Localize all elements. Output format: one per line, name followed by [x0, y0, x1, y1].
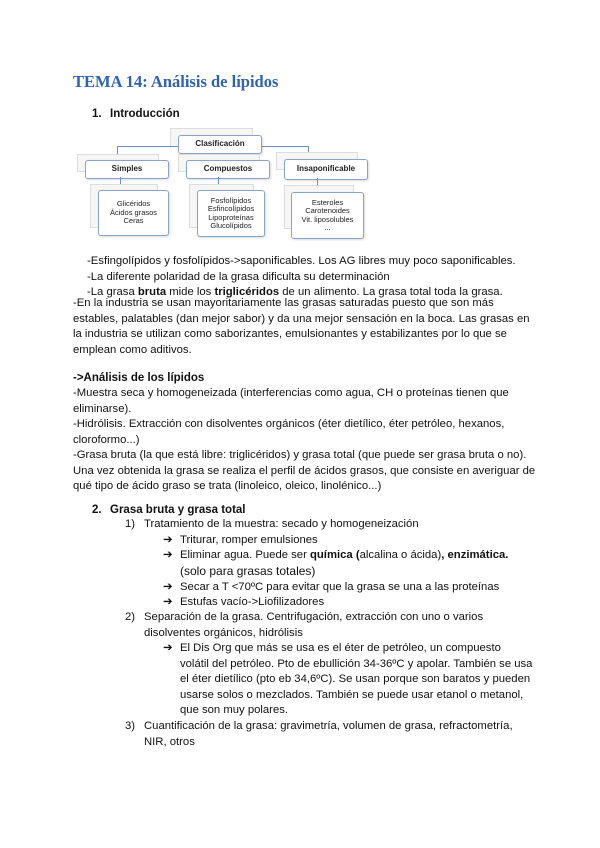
bullet — [163, 595, 324, 611]
diagram-item: Ceras — [123, 216, 144, 226]
paragraph-line: Una vez obtenida la grasa se realiza el perfil de ácidos grasos, que consiste en averiguar de — [73, 464, 536, 477]
arrow-icon: ➔ — [163, 549, 173, 561]
paragraph-line: -Muestra seca y homogeneizada (interferencias como agua, CH o proteínas tienen que — [73, 387, 509, 399]
arrow-icon: ➔ — [163, 534, 173, 546]
paragraph-line: estables, palatables (dan mejor sabor) y da una mejor sensación en la boca. Las grasas en — [73, 312, 530, 325]
page-title: TEMA 14: Análisis de lípidos — [73, 72, 279, 91]
paragraph-line: -Grasa bruta (la que está libre: triglicéridos) y grasa total (que puede ser grasa bruta o no). — [73, 449, 527, 461]
step-2-number: 2) — [125, 611, 136, 623]
text: -La grasa — [87, 286, 138, 298]
text: alcalina o ácida) — [359, 549, 442, 561]
arrow-icon: ➔ — [163, 596, 173, 608]
paragraph-line: emplean como aditivos. — [73, 343, 192, 356]
section-1-heading: Introducción — [110, 108, 180, 120]
text-line: que son muy polares. — [180, 704, 289, 716]
text-line: el éter dietílico (pto eb 34,6ºC). Se usan porque son baratos y pueden — [180, 673, 531, 685]
diagram-items-simples — [98, 190, 169, 236]
intro-line: -La diferente polaridad de la grasa dificulta su determinación — [87, 271, 390, 283]
bold-text: triglicéridos — [214, 286, 280, 298]
bullet — [163, 533, 318, 549]
diagram-item: Glicéridos — [116, 199, 151, 209]
diagram-item: Glucolípidos — [210, 221, 252, 230]
analysis-paragraph — [73, 386, 535, 495]
diagram-root: Clasificación — [178, 135, 262, 154]
analysis-heading: ->Análisis de los lípidos — [73, 372, 205, 384]
paragraph-line: la industria se utilizan como saborizantes, emulsionantes y estabilizantes por lo que se — [73, 328, 507, 340]
text: Eliminar agua. Puede ser — [180, 549, 310, 561]
text: Triturar, romper emulsiones — [180, 534, 318, 546]
paragraph-line: -En la industria se usan mayoritariamente las grasas saturadas puesto que son más — [73, 297, 494, 309]
diagram-item: Esteroles — [311, 197, 344, 207]
text: de un alimento. La grasa total toda la grasa. — [279, 286, 503, 298]
bullet — [163, 580, 499, 596]
step-1-number: 1) — [125, 518, 136, 530]
industry-paragraph — [73, 296, 530, 358]
step-3-text — [144, 719, 513, 750]
diagram-item: Lipoproteínas — [208, 212, 254, 222]
diagram-group-compuestos: Compuestos — [186, 160, 270, 179]
bullet — [163, 641, 532, 719]
bold-text: , enzimática. — [441, 549, 509, 561]
diagram-item: Fosfolípidos — [210, 195, 252, 205]
bullet — [163, 548, 508, 564]
diagram-items-insaponificable — [291, 192, 364, 239]
diagram-item: ... — [324, 223, 331, 232]
diagram-items-compuestos — [197, 190, 265, 237]
text-line: NIR, otros — [144, 735, 195, 748]
diagram-item: Esfincolípidos — [207, 204, 255, 213]
paragraph-line: eliminarse). — [73, 402, 132, 415]
paragraph-line: cloroformo...) — [73, 433, 140, 446]
text-line: El Dis Org que más se usa es el éter de petróleo, un compuesto — [180, 642, 501, 654]
diagram-group-simples: Simples — [85, 160, 169, 179]
diagram-item: Vit. liposolubles — [301, 214, 354, 224]
bullet-continuation: (solo para grasas totales) — [180, 564, 316, 578]
section-2-number: 2. — [92, 504, 102, 516]
text-line: Separación de la grasa. Centrifugación, extracción con uno o varios — [144, 611, 484, 623]
text-line: Cuantificación de la grasa: gravimetría, volumen de grasa, refractometría, — [144, 720, 513, 732]
bold-text: bruta — [137, 286, 167, 298]
diagram-item: Ácidos grasos — [109, 207, 158, 217]
step-1-text: Tratamiento de la muestra: secado y homogeneización — [144, 518, 419, 530]
paragraph-line: qué tipo de ácido graso se trata (linoleico, oleico, linolénico...) — [73, 480, 382, 492]
section-1-number: 1. — [92, 108, 102, 120]
text: Estufas vacío->Liofilizadores — [180, 596, 325, 608]
step-3-number: 3) — [125, 720, 136, 732]
paragraph-line: -Hidrólisis. Extracción con disolventes orgánicos (éter dietílico, éter petróleo, hexanos, — [73, 418, 505, 430]
step-2-text — [144, 610, 483, 641]
text-line: usarse solos o mezclados. También se puede usar etanol o metanol, — [180, 688, 524, 701]
arrow-icon: ➔ — [163, 581, 173, 593]
arrow-icon: ➔ — [163, 642, 173, 654]
intro-line: -Esfingolípidos y fosfolípidos->saponificables. Los AG libres muy poco saponificables. — [87, 255, 516, 267]
section-2-heading: Grasa bruta y grasa total — [110, 504, 246, 516]
text-line: disolventes orgánicos, hidrólisis — [144, 626, 303, 639]
diagram-item: Carotenoides — [305, 206, 350, 215]
diagram-group-insaponificable: Insaponificable — [284, 159, 368, 180]
text-line: volátil del petróleo. Pto de ebullición 34-36ºC y apolar. También se usa — [180, 657, 533, 670]
bold-text: química ( — [310, 549, 360, 561]
text: Secar a T <70ºC para evitar que la grasa se una a las proteínas — [180, 581, 500, 593]
text: mide los — [166, 286, 215, 298]
